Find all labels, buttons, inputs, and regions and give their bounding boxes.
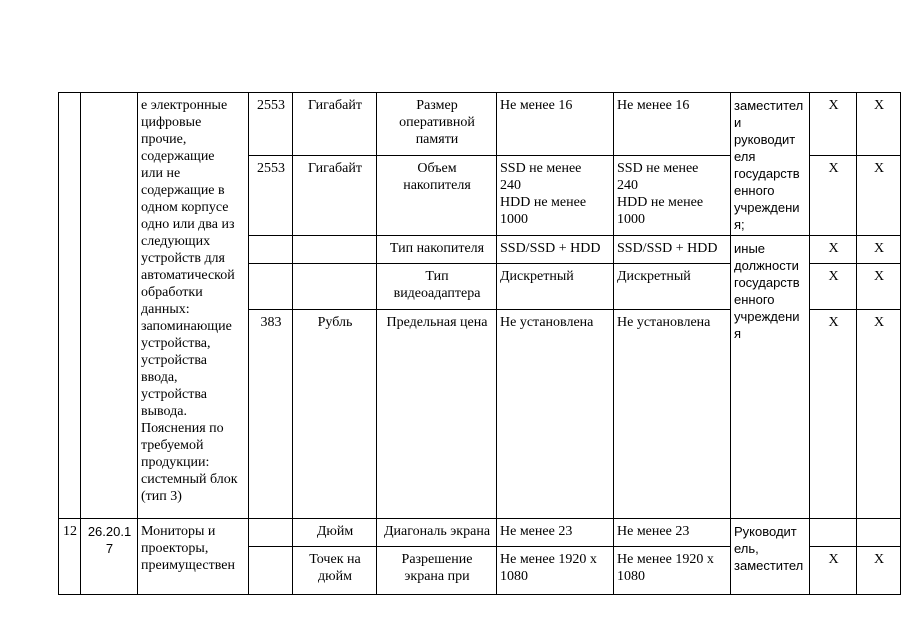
unit-cell: Дюйм (293, 519, 377, 547)
okei-code-cell: 2553 (249, 93, 293, 156)
positions-cell: заместител и руководит еля государств енного учреждени я; (731, 93, 810, 236)
x-mark-cell: X (857, 236, 901, 264)
requirements-table (58, 92, 901, 595)
characteristic-cell: Объем накопителя (377, 156, 497, 236)
okei-code-cell: 2553 (249, 156, 293, 236)
unit-cell: Рубль (293, 310, 377, 519)
value-cell: SSD не менее 240 HDD не менее 1000 (614, 156, 731, 236)
row-number-cell (59, 93, 81, 519)
x-mark-cell (810, 519, 857, 547)
characteristic-cell: Тип видеоадаптера (377, 264, 497, 310)
okei-code-cell: 383 (249, 310, 293, 519)
x-mark-cell: X (810, 236, 857, 264)
x-mark-cell: X (857, 547, 901, 595)
table-row (59, 93, 901, 156)
okei-code-cell (249, 547, 293, 595)
x-mark-cell: X (857, 156, 901, 236)
x-mark-cell: X (857, 310, 901, 519)
value-cell: Дискретный (497, 264, 614, 310)
value-cell: Не менее 16 (497, 93, 614, 156)
characteristic-cell: Размер оперативной памяти (377, 93, 497, 156)
x-mark-cell: X (857, 264, 901, 310)
unit-cell (293, 264, 377, 310)
positions-cell: Руководит ель, заместител (731, 519, 810, 595)
x-mark-cell: X (810, 156, 857, 236)
characteristic-cell: Предельная цена (377, 310, 497, 519)
x-mark-cell (857, 519, 901, 547)
product-description-cell: е электронные цифровые прочие, содержащие или не содержащие в одном корпусе одно или два из следующих устройств для автоматической обработки данных: запоминающие устройства, устройства ввода, устройства вывода. Пояснения по требуемой продукции: системный блок (тип 3) (138, 93, 249, 519)
okpd-code-cell: 26.20.1 7 (81, 519, 138, 595)
value-cell: SSD не менее 240 HDD не менее 1000 (497, 156, 614, 236)
x-mark-cell: X (857, 93, 901, 156)
value-cell: Дискретный (614, 264, 731, 310)
characteristic-cell: Разрешение экрана при (377, 547, 497, 595)
unit-cell: Гигабайт (293, 93, 377, 156)
table-row (59, 519, 901, 547)
okei-code-cell (249, 519, 293, 547)
okpd-code-cell (81, 93, 138, 519)
value-cell: Не установлена (497, 310, 614, 519)
x-mark-cell: X (810, 310, 857, 519)
x-mark-cell: X (810, 547, 857, 595)
unit-cell (293, 236, 377, 264)
value-cell: Не установлена (614, 310, 731, 519)
okei-code-cell (249, 264, 293, 310)
characteristic-cell: Диагональ экрана (377, 519, 497, 547)
x-mark-cell: X (810, 264, 857, 310)
x-mark-cell: X (810, 93, 857, 156)
positions-cell: иные должности государств енного учреждени я (731, 236, 810, 519)
value-cell: Не менее 23 (497, 519, 614, 547)
unit-cell: Гигабайт (293, 156, 377, 236)
row-number-cell: 12 (59, 519, 81, 595)
okei-code-cell (249, 236, 293, 264)
value-cell: Не менее 1920 х 1080 (497, 547, 614, 595)
value-cell: Не менее 23 (614, 519, 731, 547)
unit-cell: Точек на дюйм (293, 547, 377, 595)
value-cell: SSD/SSD + HDD (497, 236, 614, 264)
product-description-cell: Мониторы и проекторы, преимуществен (138, 519, 249, 595)
value-cell: Не менее 16 (614, 93, 731, 156)
value-cell: SSD/SSD + HDD (614, 236, 731, 264)
characteristic-cell: Тип накопителя (377, 236, 497, 264)
value-cell: Не менее 1920 х 1080 (614, 547, 731, 595)
